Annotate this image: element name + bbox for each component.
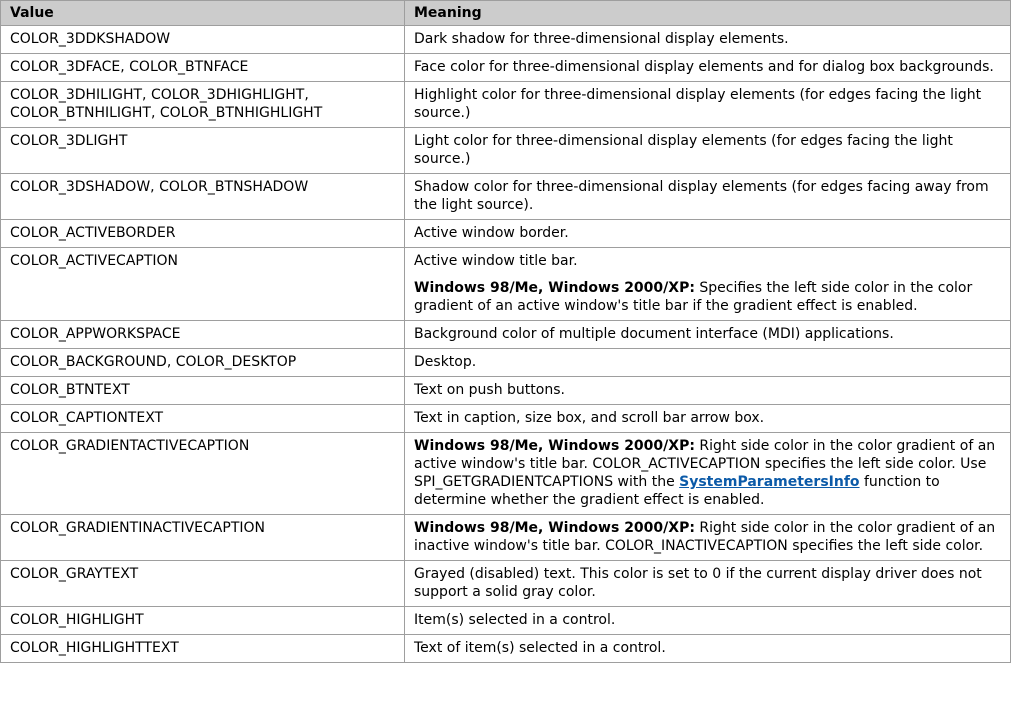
value-cell: COLOR_GRADIENTACTIVECAPTION	[1, 433, 405, 515]
value-cell: COLOR_GRAYTEXT	[1, 561, 405, 607]
header-value: Value	[1, 1, 405, 26]
value-cell: COLOR_3DDKSHADOW	[1, 26, 405, 54]
header-meaning: Meaning	[405, 1, 1011, 26]
meaning-cell: Shadow color for three-dimensional display elements (for edges facing away from the light source).	[405, 174, 1011, 220]
meaning-text: Right side color in the color gradient of an active window's title bar. COLOR_ACTIVECAPTION specifies the left side color. Use SPI_GETGRADIENTCAPTIONS with the	[414, 438, 996, 490]
os-label: Windows 98/Me, Windows 2000/XP:	[414, 520, 695, 536]
table-row	[1, 128, 1011, 174]
value-cell: COLOR_ACTIVEBORDER	[1, 220, 405, 248]
value-cell: COLOR_3DHILIGHT, COLOR_3DHIGHLIGHT, COLOR_BTNHILIGHT, COLOR_BTNHIGHLIGHT	[1, 82, 405, 128]
meaning-cell: Text on push buttons.	[405, 377, 1011, 405]
meaning-cell: Face color for three-dimensional display elements and for dialog box backgrounds.	[405, 54, 1011, 82]
value-cell: COLOR_CAPTIONTEXT	[1, 405, 405, 433]
meaning-cell: Light color for three-dimensional display elements (for edges facing the light source.)	[405, 128, 1011, 174]
value-cell: COLOR_GRADIENTINACTIVECAPTION	[1, 515, 405, 561]
header-row	[1, 1, 1011, 26]
os-note-text: Specifies the left side color in the color gradient of an active window's title bar if the gradient effect is enabled.	[414, 280, 973, 314]
systemparametersinfo-link[interactable]: SystemParametersInfo	[679, 474, 860, 490]
table-row	[1, 54, 1011, 82]
table-row	[1, 349, 1011, 377]
meaning-cell: Item(s) selected in a control.	[405, 607, 1011, 635]
table-row	[1, 607, 1011, 635]
table-row	[1, 433, 1011, 515]
meaning-cell: Grayed (disabled) text. This color is set to 0 if the current display driver does not support a solid gray color.	[405, 561, 1011, 607]
meaning-cell: Active window border.	[405, 220, 1011, 248]
meaning-text: Active window title bar.	[414, 253, 578, 269]
table-row	[1, 26, 1011, 54]
table-row	[1, 635, 1011, 663]
meaning-text-end: function to determine whether the gradient effect is enabled.	[414, 474, 940, 508]
value-cell: COLOR_3DFACE, COLOR_BTNFACE	[1, 54, 405, 82]
meaning-text: Right side color in the color gradient of an inactive window's title bar. COLOR_INACTIVECAPTION specifies the left side color.	[414, 520, 996, 554]
meaning-cell	[405, 515, 1011, 561]
table-row	[1, 321, 1011, 349]
value-cell: COLOR_HIGHLIGHTTEXT	[1, 635, 405, 663]
meaning-cell: Text in caption, size box, and scroll bar arrow box.	[405, 405, 1011, 433]
os-label: Windows 98/Me, Windows 2000/XP:	[414, 280, 695, 296]
table-row	[1, 377, 1011, 405]
table-row	[1, 405, 1011, 433]
value-cell: COLOR_3DLIGHT	[1, 128, 405, 174]
meaning-cell: Background color of multiple document interface (MDI) applications.	[405, 321, 1011, 349]
table-row	[1, 561, 1011, 607]
table-row	[1, 174, 1011, 220]
os-note	[414, 279, 1001, 315]
meaning-cell	[405, 248, 1011, 321]
value-cell: COLOR_BACKGROUND, COLOR_DESKTOP	[1, 349, 405, 377]
meaning-cell: Desktop.	[405, 349, 1011, 377]
table-row	[1, 82, 1011, 128]
meaning-cell: Dark shadow for three-dimensional display elements.	[405, 26, 1011, 54]
value-cell: COLOR_APPWORKSPACE	[1, 321, 405, 349]
meaning-cell	[405, 433, 1011, 515]
meaning-cell: Text of item(s) selected in a control.	[405, 635, 1011, 663]
os-label: Windows 98/Me, Windows 2000/XP:	[414, 438, 695, 454]
value-cell: COLOR_BTNTEXT	[1, 377, 405, 405]
table-row	[1, 220, 1011, 248]
meaning-cell: Highlight color for three-dimensional display elements (for edges facing the light source.)	[405, 82, 1011, 128]
value-cell: COLOR_3DSHADOW, COLOR_BTNSHADOW	[1, 174, 405, 220]
value-cell: COLOR_HIGHLIGHT	[1, 607, 405, 635]
table-row	[1, 515, 1011, 561]
table-row	[1, 248, 1011, 321]
value-cell: COLOR_ACTIVECAPTION	[1, 248, 405, 321]
